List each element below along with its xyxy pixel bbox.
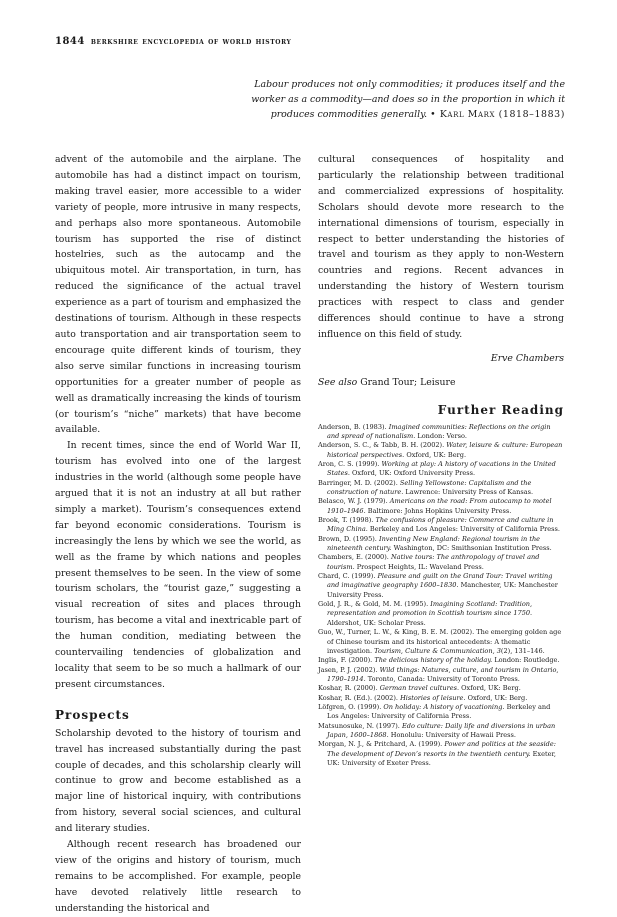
reference-publisher: Oxford, UK: Berg. — [465, 693, 528, 702]
reference-title: The confusions of pleasure: Commerce and culture in Ming China. — [327, 516, 554, 534]
body-paragraph: Scholarship devoted to the history of tourism and travel has increased substantially during the past couple of decades, and this scholarship clearly will continue to grow and become established as a major line of historical inquiry, with contributions from history, several social sciences, and cultural and literary studies. — [55, 727, 301, 835]
reference-title: Power and politics at the seaside: The development of Devon’s resorts in the twentieth century. — [327, 740, 556, 758]
reference-entry — [318, 479, 564, 498]
reference-entry — [318, 684, 564, 693]
reference-publisher: Baltimore: Johns Hopkins University Press. — [365, 506, 512, 515]
reference-title: Selling Yellowstone: Capitalism and the construction of nature. — [327, 478, 532, 496]
reference-publisher: Berkeley and Los Angeles: University of California Press. — [327, 702, 551, 721]
left-column — [55, 152, 301, 917]
reference-publisher: London: Routledge. — [492, 656, 560, 665]
reference-authors: Anderson, B. (1983). — [318, 422, 389, 431]
reference-title: Water, leisure & culture: European historical perspectives. — [327, 441, 563, 459]
reference-publisher: Exeter, UK: University of Exeter Press. — [327, 749, 556, 767]
reference-title: Histories of leisure. — [400, 693, 466, 702]
reference-title: Native tours: The anthropology of travel and tourism. — [327, 553, 540, 571]
reference-entry — [318, 460, 564, 479]
reference-entry — [318, 703, 564, 722]
further-reading-heading: Further Reading — [437, 402, 564, 417]
reference-title: Americans on the road: From autocamp to motel 1910–1946. — [327, 497, 552, 515]
running-header — [55, 36, 291, 47]
reference-authors: Brown, D. (1995). — [318, 534, 379, 543]
reference-title: Pleasure and guilt on the Grand Tour: Travel writing and imaginative geography 1600–1830. — [327, 572, 553, 590]
reference-entry — [318, 740, 564, 768]
reference-title: On holiday: A history of vacationing. — [383, 702, 505, 711]
reference-title: Imagining Scotland: Tradition, representation and promotion in Scottish tourism since 1750. — [327, 600, 533, 618]
reference-publisher: Honolulu: University of Hawaii Press. — [388, 730, 516, 739]
reference-publisher: Toronto, Canada: University of Toronto Press. — [365, 674, 520, 683]
reference-publisher: Oxford, UK: Berg. — [459, 684, 521, 693]
reference-entry — [318, 553, 564, 572]
reference-authors: Matsunosuke, N. (1997). — [318, 721, 402, 730]
reference-entry — [318, 628, 564, 656]
page-number: 1844 — [55, 36, 85, 47]
epigraph-author: • Karl Marx (1818–1883) — [430, 109, 565, 120]
reference-title: Inventing New England: Regional tourism in the nineteenth century. — [327, 534, 541, 553]
reference-publisher: London: Verso. — [415, 431, 467, 440]
body-paragraph: In recent times, since the end of World War II, tourism has evolved into one of the largest industries in the world (although some people have argued that it is not an industry at all but rather simply a market). Tourism’s consequences extend far beyond economic considerations. Tourism is increasingly the lens by which we see the world, as well as the frame by which nations and peoples present themselves to be seen. In the view of some tourism scholars, the “tourist gaze,” suggesting a visual recreation of sites and places through tourism, has become a vital and inextricable part of the human condition, mediating between the countervailing tendencies of globalization and locality that seem to be so much a hallmark of our present circumstances. — [55, 440, 301, 690]
reference-title: Working at play: A history of vacations in the United States. — [327, 459, 556, 478]
body-paragraph: cultural consequences of hospitality and particularly the relationship between traditional and commercialized expressions of hospitality. Scholars should devote more research to the international dimensions of tourism, especially in respect to better understanding the histories of travel and tourism as they apply to non-Western countries and regions. Recent advances in understanding the history of Western tourism practices with respect to class and gender differences should continue to have a strong influence on this field of study. — [318, 154, 564, 340]
reference-authors: Anderson, S. C., & Tabb, B. H. (2002). — [318, 441, 447, 450]
reference-authors: Belasco, W. J. (1979). — [318, 497, 390, 506]
reference-authors: Morgan, N. J., & Pritchard, A. (1999). — [318, 740, 445, 749]
author-signature: Erve Chambers — [490, 352, 564, 364]
reference-list — [318, 423, 564, 769]
reference-title: Tourism, Culture & Communication, 3 — [374, 646, 501, 655]
body-paragraph: advent of the automobile and the airplane. The automobile has had a distinct impact on tourism, making travel easier, more accessible to a wider variety of people, more intrusive in many respects, and perhaps also more spontaneous. Automobile tourism has supported the rise of distinct hostelries, such as the autocamp and the ubiquitous motel. Air transportation, in turn, has reduced the significance of the actual travel experience as a part of tourism and emphasized the destinations of tourism. Although in these respects auto transportation and air transportation seem to encourage quite different kinds of tourism, they also serve similar functions in increasing tourism opportunities for a greater number of people as well as dramatically increasing the kinds of tourism (or tourism’s “niche” markets) that have become available. — [55, 154, 301, 436]
reference-entry — [318, 516, 564, 535]
see-also-label: See also — [318, 376, 358, 388]
reference-authors: Aron, C. S. (1999). — [318, 459, 382, 468]
reference-entry — [318, 572, 564, 600]
reference-publisher: Aldershot, UK: Scholar Press. — [327, 618, 426, 627]
see-also — [318, 375, 564, 391]
reference-entry — [318, 656, 564, 665]
reference-entry — [318, 722, 564, 741]
reference-entry — [318, 441, 564, 460]
epigraph — [240, 77, 565, 122]
book-title: berkshire encyclopedia of world history — [90, 37, 292, 47]
right-column — [318, 152, 564, 768]
reference-title: The delicious history of the holiday. — [374, 656, 493, 665]
reference-publisher: Oxford, UK: Oxford University Press. — [349, 469, 476, 478]
reference-publisher: Prospect Heights, IL: Waveland Press. — [354, 562, 484, 571]
reference-publisher: Manchester, UK: Manchester University Press. — [327, 581, 558, 599]
reference-entry — [318, 694, 564, 703]
reference-title: German travel cultures. — [379, 684, 460, 693]
see-also-items: Grand Tour; Leisure — [360, 376, 456, 388]
reference-authors: Chambers, E. (2000). — [318, 553, 391, 562]
reference-title: Imagined communities: Reflections on the origin and spread of nationalism. — [327, 422, 551, 440]
reference-publisher: Lawrence: University Press of Kansas. — [403, 488, 534, 496]
reference-authors: Gold, J. R., & Gold, M. M. (1995). — [318, 600, 431, 609]
body-paragraph: Although recent research has broadened our view of the origins and history of tourism, much remains to be accomplished. For example, people have devoted relatively little research to understanding the historical and — [55, 839, 301, 914]
reference-entry — [318, 423, 564, 442]
reference-authors: Guo, W., Turner, L. W., & King, B. E. M. (2002). The emerging golden age of Chinese tourism and its historical antecedents: A thematic investigation. — [318, 628, 562, 655]
reference-entry — [318, 666, 564, 685]
reference-authors: Barringer, M. D. (2002). — [318, 478, 400, 487]
reference-authors: Brook, T. (1998). — [318, 516, 376, 525]
reference-publisher: Washington, DC: Smithsonian Institution Press. — [391, 544, 552, 553]
reference-authors: Inglis, F. (2000). — [318, 656, 375, 665]
reference-authors: Koshar, R. (2000). — [318, 684, 380, 693]
reference-authors: Koshar, R. (Ed.). (2002). — [318, 693, 401, 702]
reference-publisher: (2), 131–146. — [500, 646, 545, 655]
reference-title: Edo culture: Daily life and diversions in urban Japan, 1600–1868. — [327, 721, 556, 739]
reference-authors: Chard, C. (1999). — [318, 572, 378, 581]
reference-entry — [318, 535, 564, 554]
reference-title: Wild things: Natures, culture, and tourism in Ontario, 1790–1914. — [327, 665, 559, 683]
reference-authors: Jasen, P. J. (2002). — [318, 665, 380, 674]
section-heading-prospects: Prospects — [55, 707, 130, 722]
reference-entry — [318, 600, 564, 628]
epigraph-quote: Labour produces not only commodities; it produces itself and the worker as a commodity—and does so in the proportion in which it produces commodities generally. — [251, 79, 565, 120]
reference-entry — [318, 497, 564, 516]
reference-publisher: Oxford, UK: Berg. — [404, 450, 467, 459]
reference-authors: Löfgren, O. (1999). — [318, 702, 384, 711]
reference-publisher: Berkeley and Los Angeles: University of California Press. — [367, 525, 560, 534]
